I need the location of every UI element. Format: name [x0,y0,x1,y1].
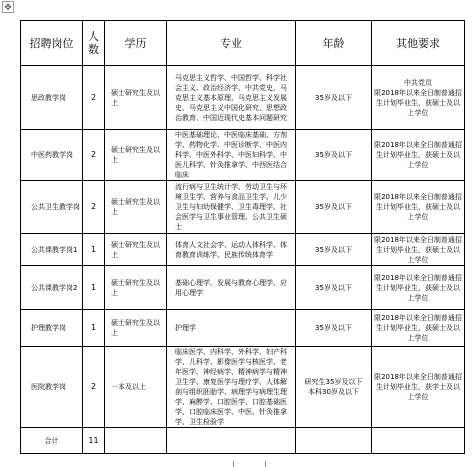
cell-count: 1 [83,310,105,347]
cell-major: 基础心理学、发展与教育心理学、应用心理学 [167,266,296,310]
requirement-line: 限2018年以来全日制普通招生计划毕业生，获硕士及以上学位 [374,88,462,117]
table-row [21,266,465,310]
cell-count: 2 [83,130,105,181]
table-row [21,66,465,130]
age-line: 研究生35岁及以下 [304,378,363,386]
recruitment-table [20,20,465,454]
header-major: 专业 [167,21,296,66]
total-label: 合计 [21,428,83,454]
requirement-line: 限2018年以来全日制普通招生计划毕业生，获硕士及以上学位 [374,314,462,342]
table-total-row [21,428,465,454]
total-empty-cell [372,428,465,454]
cell-education: 硕士研究生及以上 [105,181,167,234]
requirement-line: 限2018年以来全日制普通招生计划毕业生，获学士及以上学位 [374,373,462,401]
total-empty-cell [296,428,372,454]
cell-count: 2 [83,66,105,130]
total-empty-cell [167,428,296,454]
cell-education: 一本及以上 [105,347,167,428]
cell-age [296,347,372,428]
table-row [21,130,465,181]
column-resize-marker [265,461,266,467]
header-position: 招聘岗位 [21,21,83,66]
requirement-line: 限2018年以来全日制普通招生计划毕业生，获硕士及以上学位 [374,193,462,221]
requirement-line: 限2018年以来全日制普通招生计划毕业生，获硕士及以上学位 [374,273,462,302]
header-requirements: 其他要求 [372,21,465,66]
cell-requirements [372,347,465,428]
table-row [21,347,465,428]
cell-age: 35岁及以下 [296,310,372,347]
cell-requirements [372,66,465,130]
cell-requirements [372,310,465,347]
cell-position: 公共课教学岗1 [21,234,83,266]
cell-position: 中医药教学岗 [21,130,83,181]
cell-age: 35岁及以下 [296,66,372,130]
cell-major: 临床医学、内科学、外科学、妇产科学、儿科学、影像医学与核医学、老年医学、神经病学、精神病学与精神卫生学、康复医学与理疗学、人体解剖与组织胚胎学、病理学与病理生理学、麻醉学、口腔医学、口腔基础医学、口腔临床医学、中医、针灸推拿学、卫生检验学 [167,347,296,428]
cell-age: 35岁及以下 [296,130,372,181]
cell-position: 公共卫生教学岗 [21,181,83,234]
cell-position: 医院教学岗 [21,347,83,428]
cell-requirements [372,130,465,181]
table-row [21,181,465,234]
cell-age: 35岁及以下 [296,266,372,310]
header-age: 年龄 [296,21,372,66]
cell-position: 公共课教学岗2 [21,266,83,310]
cell-age: 35岁及以下 [296,181,372,234]
total-empty-cell [105,428,167,454]
total-count: 11 [83,428,105,454]
cell-requirements [372,266,465,310]
requirement-line: 中共党员 [404,78,432,87]
cell-education: 硕士研究生及以上 [105,66,167,130]
cell-count: 1 [83,266,105,310]
cell-requirements [372,181,465,234]
recruitment-table-container [20,20,465,454]
column-resize-marker [233,461,234,467]
requirement-line: 限2018年以来全日制普通招生计划毕业生，获硕士及以上学位 [374,235,462,264]
header-education: 学历 [105,21,167,66]
cell-major: 护理学 [167,310,296,347]
cell-requirements [372,234,465,266]
cell-education: 硕士研究生及以上 [105,234,167,266]
cell-position: 护理教学岗 [21,310,83,347]
table-row [21,310,465,347]
table-header-row [21,21,465,66]
requirement-line: 限2018年以来全日制普通招生计划毕业生，获硕士及以上学位 [374,141,462,169]
cell-education: 硕士研究生及以上 [105,130,167,181]
cell-education: 硕士研究生及以上 [105,310,167,347]
cell-position: 思政教学岗 [21,66,83,130]
cell-count: 2 [83,347,105,428]
cell-major: 流行病与卫生统计学、劳动卫生与环境卫生学、营养与食品卫生学、儿少卫生与妇幼保健学、卫生毒理学、社会医学与卫生事业管理、公共卫生硕士 [167,181,296,234]
cell-count: 2 [83,181,105,234]
cell-age: 35岁及以下 [296,234,372,266]
cell-major: 马克思主义哲学、中国哲学、科学社会主义、政治经济学、中共党史、马克思主义基本原理、马克思主义发展史、马克思主义中国化研究、思想政治教育、中国近现代史基本问题研究 [167,66,296,130]
cell-major: 体育人文社会学、运动人体科学、体育教育训练学、民族传统体育学 [167,234,296,266]
cell-count: 1 [83,234,105,266]
age-line: 本科30岁及以下 [308,388,359,396]
cell-major: 中医基础理论、中医临床基础、方剂学、药物化学、中医诊断学、中医内科学、中医外科学、中医妇科学、中医儿科学、针灸推拿学、中西医结合临床 [167,130,296,181]
table-row [21,234,465,266]
cell-education: 硕士研究生及以上 [105,266,167,310]
header-count: 人数 [83,21,105,66]
table-move-handle-icon[interactable]: ✥ [2,1,14,13]
